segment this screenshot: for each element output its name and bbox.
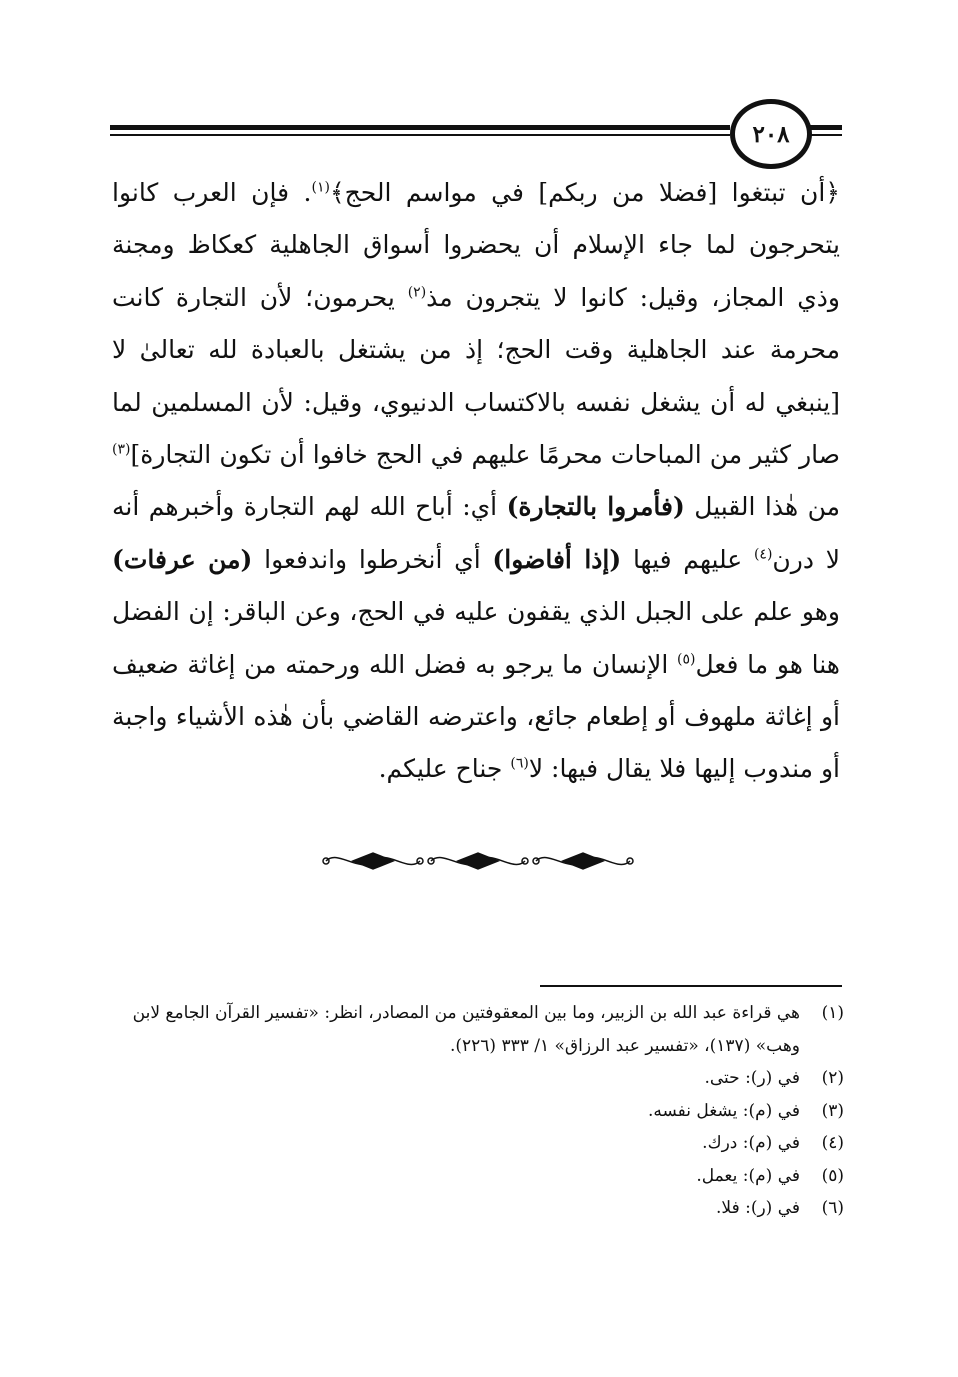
- footnote-text: في (م): درك.: [702, 1133, 800, 1153]
- footnote-separator: [540, 985, 842, 987]
- footnote: [112, 997, 844, 1062]
- header-rule: [110, 125, 730, 130]
- footnote-text: في (ر): حتى.: [704, 1068, 800, 1088]
- text-run: عليهم فيها: [621, 544, 754, 574]
- ornament-unit: [428, 853, 528, 869]
- bold-quote: (فأمروا بالتجارة): [506, 492, 685, 522]
- footnote-number: (١): [821, 1003, 844, 1023]
- ornament-unit: [323, 853, 423, 869]
- footnote-ref: (٢): [407, 284, 427, 301]
- footnotes: [112, 997, 844, 1225]
- footnote-number: (٤): [821, 1133, 844, 1153]
- text-run: وهو علم على الجبل الذي يقفون عليه في الحج، وعن الباقر: إن الفضل هنا هو ما فعل: [112, 597, 840, 679]
- page-header: [110, 96, 842, 176]
- ornament-divider: [318, 843, 638, 879]
- footnote-ref: (٥): [676, 651, 696, 668]
- footnote-ref: (٣): [112, 441, 131, 458]
- footnote-ref: (٦): [510, 756, 529, 773]
- footnote-number: (٦): [821, 1198, 844, 1218]
- text-run: . فإن العرب كانوا يتحرجون لما جاء الإسلام أن يحضروا أسواق الجاهلية كعكاظ ومجنة وذي المجاز، وقيل: كانوا لا يتجرون مذ: [112, 178, 840, 312]
- ornament-unit: [533, 853, 633, 869]
- text-run: الإنسان ما يرجو به فضل الله ورحمته من إغاثة ضعيف أو إغاثة ملهوف أو إطعام جائع، واعترضه القاضي بأن هٰذه الأشياء واجبة أو مندوب إليها فلا يقال فيها: لا: [112, 649, 840, 784]
- quran-verse: ﴿أن تبتغوا [فضلا من ربكم] في مواسم الحج﴾: [329, 178, 840, 207]
- header-rule-right: [810, 125, 842, 130]
- text-run: جناح عليكم.: [378, 754, 511, 784]
- main-text: [112, 167, 840, 796]
- text-run: يحرمون؛ لأن التجارة كانت محرمة عند الجاهلية وقت الحج؛ إذ من يشتغل بالعبادة لله تعالىٰ لا [ينبغي له أن يشغل نفسه بالاكتساب الدنيوي، وقيل: لأن المسلمين لما صار كثير من المباحات محرمًا عليهم في الحج خافوا أن تكون التجارة]: [112, 282, 840, 470]
- footnote: [112, 1127, 844, 1160]
- page-number: ٢٠٨: [730, 99, 812, 169]
- footnote: [112, 1160, 844, 1193]
- footnote-text: في (م): يشغل نفسه.: [647, 1100, 800, 1121]
- footnote-text: هي قراءة عبد الله بن الزبير، وما بين المعقوفتين من المصادر، انظر: «تفسير القرآن الجامع لابن وهب» (١٣٧)، «تفسير عبد الرزاق» ١/ ٣٣٣ (٢٢٦).: [132, 1003, 800, 1056]
- footnote: [112, 1095, 844, 1128]
- footnote-text: في (ر): فلا.: [716, 1198, 800, 1218]
- footnote-ref: (١): [311, 179, 330, 196]
- header-rule-thin: [110, 134, 730, 136]
- footnote-text: في (م): يعمل.: [696, 1165, 800, 1186]
- text-run: أي أنخرطوا واندفعوا: [252, 544, 493, 574]
- text-run: أي: أباح الله لهم التجارة وأخبرهم أنه لا درن: [112, 492, 840, 574]
- footnote-ref: (٤): [753, 546, 773, 563]
- footnote-number: (٥): [821, 1165, 844, 1186]
- footnote-number: (٣): [821, 1100, 844, 1121]
- bold-quote: (من عرفات): [112, 544, 253, 574]
- footnote: [112, 1192, 844, 1225]
- footnote-number: (٢): [821, 1068, 844, 1088]
- bold-quote: (إذا أفاضوا): [492, 544, 622, 574]
- header-rule-right-thin: [810, 134, 842, 136]
- text-run: من هٰذا القبيل: [684, 492, 841, 522]
- footnote: [112, 1062, 844, 1095]
